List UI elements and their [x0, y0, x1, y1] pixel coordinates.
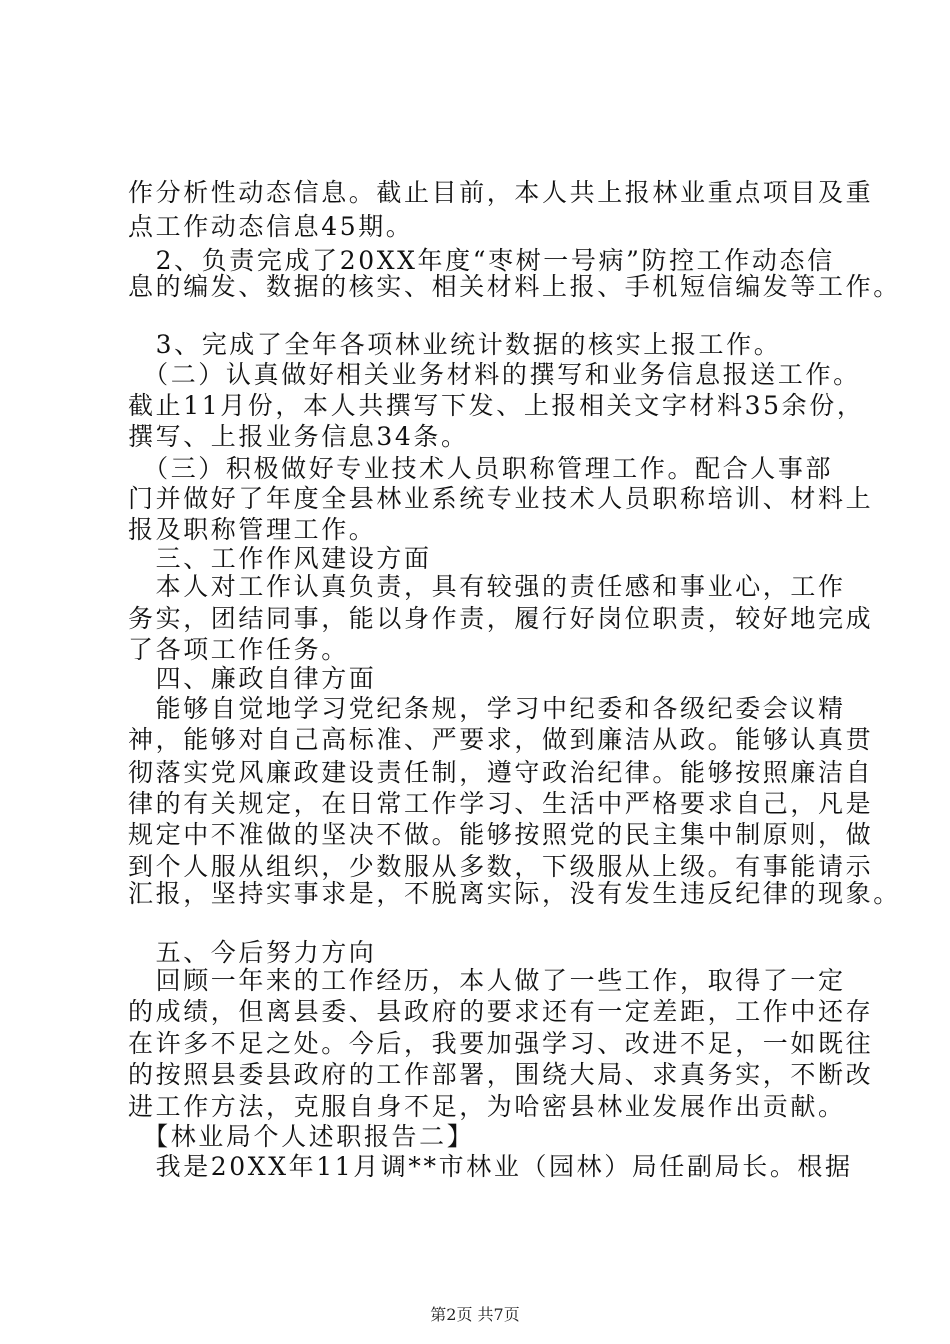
paragraph-line: 的按照县委县政府的工作部署，围绕大局、求真务实，不断改 [128, 1060, 874, 1089]
paragraph-line: 回顾一年来的工作经历，本人做了一些工作，取得了一定 [128, 966, 846, 995]
paragraph-line: （二）认真做好相关业务材料的撰写和业务信息报送工作。 [128, 360, 861, 389]
paragraph-line: 点工作动态信息45期。 [128, 212, 414, 241]
paragraph-line: 了各项工作任务。 [128, 635, 349, 664]
paragraph-line: 2、负责完成了20XX年度“枣树一号病”防控工作动态信 [128, 246, 835, 275]
paragraph-line: 神，能够对自己高标准、严要求，做到廉洁从政。能够认真贯 [128, 725, 874, 754]
paragraph-line: 的成绩，但离县委、县政府的要求还有一定差距，工作中还存 [128, 997, 874, 1026]
section-heading: 五、今后努力方向 [128, 938, 377, 967]
paragraph-line: 务实，团结同事，能以身作责，履行好岗位职责，较好地完成 [128, 604, 874, 633]
paragraph-line: 在许多不足之处。今后，我要加强学习、改进不足，一如既往 [128, 1029, 874, 1058]
paragraph-line: 报及职称管理工作。 [128, 515, 377, 544]
section-heading: 【林业局个人述职报告二】 [128, 1122, 475, 1151]
paragraph-line: 到个人服从组织，少数服从多数，下级服从上级。有事能请示 [128, 852, 874, 881]
page-number-footer: 第2页 共7页 [430, 1305, 520, 1324]
paragraph-line: 律的有关规定，在日常工作学习、生活中严格要求自己，凡是 [128, 789, 874, 818]
section-heading: 三、工作作风建设方面 [128, 544, 432, 573]
paragraph-line: （三）积极做好专业技术人员职称管理工作。配合人事部 [128, 454, 834, 483]
paragraph-line: 3、完成了全年各项林业统计数据的核实上报工作。 [128, 330, 782, 359]
paragraph-line: 门并做好了年度全县林业系统专业技术人员职称培训、材料上 [128, 484, 874, 513]
section-heading: 四、廉政自律方面 [128, 664, 377, 693]
paragraph-line: 截止11月份，本人共撰写下发、上报相关文字材料35余份， [128, 391, 865, 420]
paragraph-line: 作分析性动态信息。截止目前，本人共上报林业重点项目及重 [128, 178, 874, 207]
paragraph-line: 彻落实党风廉政建设责任制，遵守政治纪律。能够按照廉洁自 [128, 758, 874, 787]
paragraph-line: 我是20XX年11月调**市林业（园林）局任副局长。根据 [128, 1152, 853, 1181]
paragraph-line: 能够自觉地学习党纪条规，学习中纪委和各级纪委会议精 [128, 694, 846, 723]
paragraph-line: 本人对工作认真负责，具有较强的责任感和事业心，工作 [128, 572, 846, 601]
paragraph-line: 进工作方法，克服自身不足，为哈密县林业发展作出贡献。 [128, 1092, 846, 1121]
paragraph-line: 撰写、上报业务信息34条。 [128, 422, 469, 451]
paragraph-line: 规定中不准做的坚决不做。能够按照党的民主集中制原则，做 [128, 820, 874, 849]
paragraph-line: 汇报，坚持实事求是，不脱离实际，没有发生违反纪律的现象。 [128, 879, 901, 908]
paragraph-line: 息的编发、数据的核实、相关材料上报、手机短信编发等工作。 [128, 272, 901, 301]
